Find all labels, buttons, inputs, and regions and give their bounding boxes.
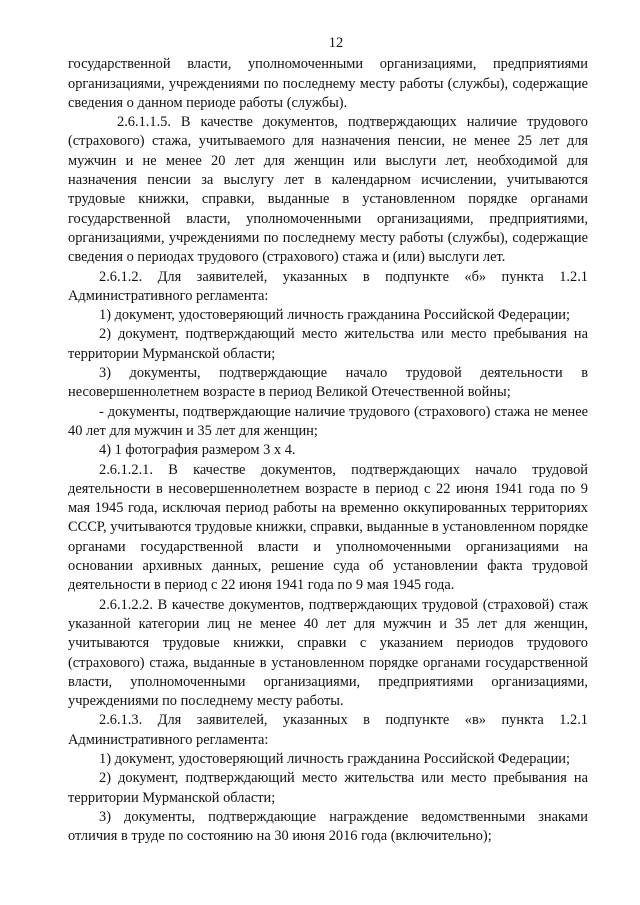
paragraph-2-6-1-2-1: 2.6.1.2.1. В качестве документов, подтверждающих начало трудовой деятельности в несовершеннолетнем возрасте в период с 22 июня 1941 года по 9 мая 1945 года, исключая период работы на временно оккупированных территориях СССР, учитываются трудовые книжки, справки, выданные в установленном порядке органами государственной власти и уполномоченными организациями на основании архивных данных, решение суда об установлении факта трудовой деятельности в период с 22 июня 1941 года по 9 мая 1945 года.	[68, 461, 588, 594]
list-item-labor-experience-documents: - документы, подтверждающие наличие трудового (страхового) стажа не менее 40 лет для мужчин и 35 лет для женщин;	[68, 403, 588, 439]
list-item-residence-document: 2) документ, подтверждающий место жительства или место пребывания на территории Мурманской области;	[68, 326, 588, 362]
paragraph-2-6-1-2-2: 2.6.1.2.2. В качестве документов, подтверждающих трудовой (страховой) стаж указанной категории лиц не менее 40 лет для мужчин и 35 лет для женщин, учитываются трудовые книжки, справки с указанием периодов трудового (страхового) стажа, выданные в установленном порядке органами государственной власти, уполномоченными организациями, предприятиями организациями, учреждениями по последнему месту работы.	[68, 596, 588, 710]
paragraph-2-6-1-3: 2.6.1.3. Для заявителей, указанных в подпункте «в» пункта 1.2.1 Административного регламента:	[68, 712, 588, 748]
list-item-labor-start-documents: 3) документы, подтверждающие начало трудовой деятельности в несовершеннолетнем возрасте в период Великой Отечественной войны;	[68, 365, 588, 401]
paragraph-continuation: государственной власти, уполномоченными организациями, предприятиями организациями, учреждениями по последнему месту работы (службы), содержащие сведения о данном периоде работы (службы).	[68, 56, 588, 111]
list-item-identity-document: 1) документ, удостоверяющий личность гражданина Российской Федерации;	[99, 307, 570, 324]
list-item-photo: 4) 1 фотография размером 3 х 4.	[99, 442, 296, 459]
list-item-identity-document-2: 1) документ, удостоверяющий личность гражданина Российской Федерации;	[99, 750, 570, 767]
list-item-residence-document-2: 2) документ, подтверждающий место жительства или место пребывания на территории Мурманской области;	[68, 770, 588, 806]
paragraph-2-6-1-2: 2.6.1.2. Для заявителей, указанных в подпункте «б» пункта 1.2.1 Административного регламента:	[68, 268, 588, 304]
page-number: 12	[328, 35, 344, 51]
paragraph-2-6-1-1-5: 2.6.1.1.5. В качестве документов, подтверждающих наличие трудового (страхового) стажа, учитываемого для назначения пенсии, не менее 25 лет для мужчин и не менее 20 лет для женщин или выслуги лет, необходимой для назначения пенсии за выслугу лет в календарном исчислении, учитываются трудовые книжки, справки, выданные в установленном порядке органами государственной власти, уполномоченными организациями, предприятиями, организациями, учреждениями по последнему месту работы (службы), содержащие сведения о периодах трудового (страхового) стажа и (или) выслуги лет.	[68, 114, 588, 266]
list-item-award-documents: 3) документы, подтверждающие награждение ведомственными знаками отличия в труде по состоянию на 30 июня 2016 года (включительно);	[68, 808, 588, 845]
